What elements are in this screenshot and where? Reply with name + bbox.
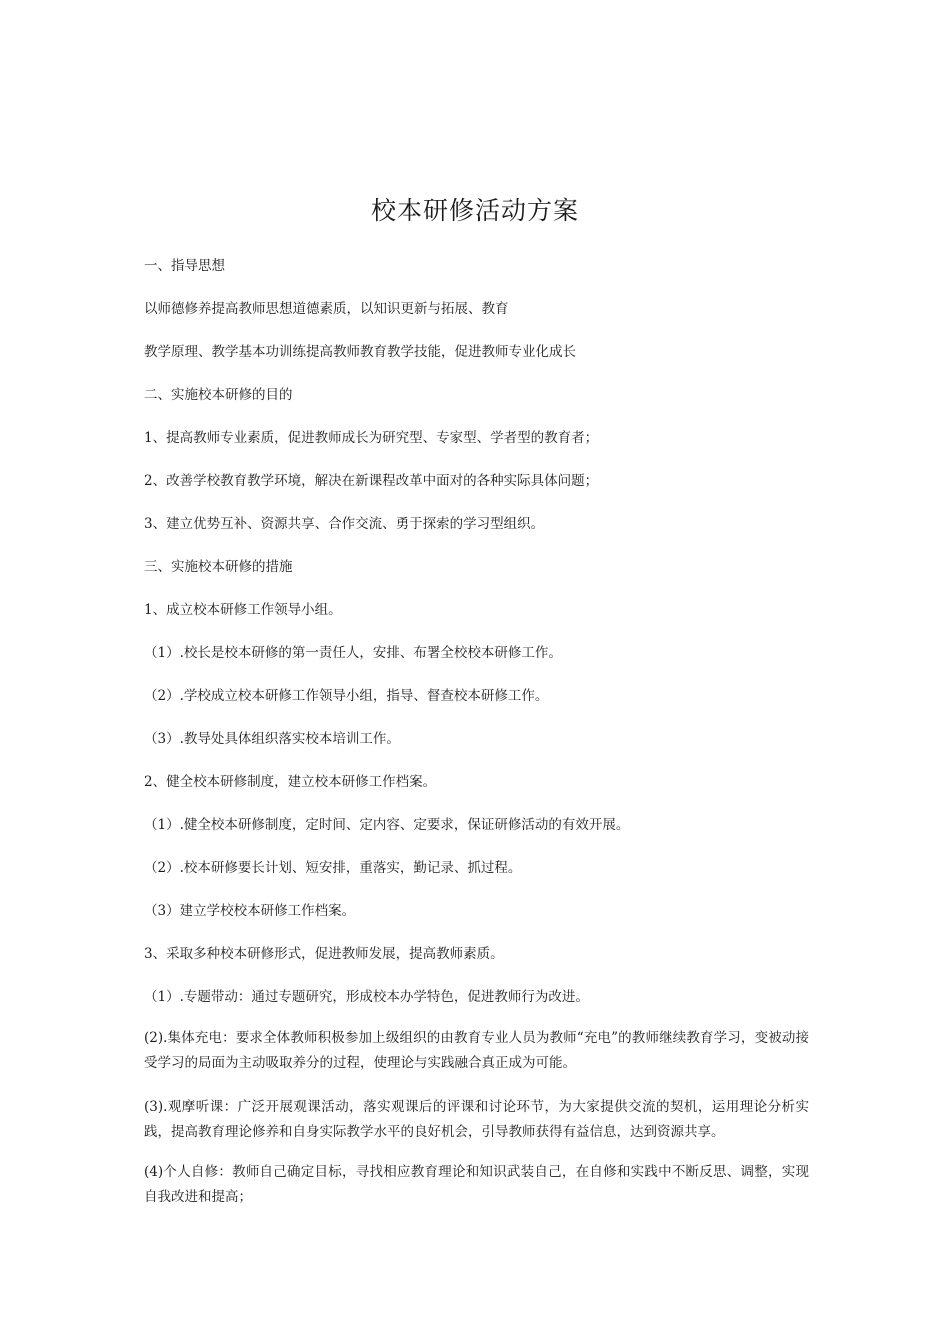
measure-subitem-2-2: （2）.校本研修要长计划、短安排，重落实，勤记录、抓过程。 <box>144 860 522 876</box>
measure-item-2: 2、健全校本研修制度，建立校本研修工作档案。 <box>144 774 437 790</box>
measure-subitem-1-1: （1）.校长是校本研修的第一责任人，安排、布署全校校本研修工作。 <box>144 645 562 661</box>
paragraph-guiding-line-1: 以师德修养提高教师思想道德素质，以知识更新与拓展、教育 <box>144 301 509 317</box>
measure-subitem-2-1: （1）.健全校本研修制度，定时间、定内容、定要求，保证研修活动的有效开展。 <box>144 817 630 833</box>
purpose-item-2: 2、改善学校教育教学环境，解决在新课程改革中面对的各种实际具体问题； <box>144 473 599 489</box>
measure-subitem-1-3: （3）.教导处具体组织落实校本培训工作。 <box>144 731 400 747</box>
document-title: 校本研修活动方案 <box>370 196 579 225</box>
purpose-item-1: 1、提高教师专业素质，促进教师成长为研究型、专家型、学者型的教育者； <box>144 430 599 446</box>
measure-item-1: 1、成立校本研修工作领导小组。 <box>144 602 342 618</box>
measure-subitem-3-1: （1）.专题带动：通过专题研究，形成校本办学特色，促进教师行为改进。 <box>144 989 589 1005</box>
section-heading-measures: 三、实施校本研修的措施 <box>144 559 293 575</box>
measure-subitem-3-4: (4)个人自修：教师自己确定目标，寻找相应教育理论和知识武装自己，在自修和实践中不断反思、调整，实现自我改进和提高； <box>144 1164 809 1205</box>
measure-subitem-3-2: (2).集体充电：要求全体教师积极参加上级组织的由教育专业人员为教师“充电”的教师继续教育学习，变被动接受学习的局面为主动吸取养分的过程，使理论与实践融合真正成为可能。 <box>144 1030 809 1071</box>
paragraph-guiding-line-2: 教学原理、教学基本功训练提高教师教育教学技能，促进教师专业化成长 <box>144 344 576 360</box>
section-heading-purpose: 二、实施校本研修的目的 <box>144 387 293 403</box>
measure-subitem-1-2: （2）.学校成立校本研修工作领导小组，指导、督查校本研修工作。 <box>144 688 549 704</box>
purpose-item-3: 3、建立优势互补、资源共享、合作交流、勇于探索的学习型组织。 <box>144 516 545 532</box>
section-heading-guiding-thought: 一、指导思想 <box>144 258 225 274</box>
measure-item-3: 3、采取多种校本研修形式，促进教师发展，提高教师素质。 <box>144 946 504 962</box>
measure-subitem-3-3: (3).观摩听课：广泛开展观课活动，落实观课后的评课和讨论环节，为大家提供交流的契机，运用理论分析实践，提高教育理论修养和自身实际教学水平的良好机会，引导教师获得有益信息，达到资源共享。 <box>144 1099 809 1140</box>
measure-subitem-2-3: （3）建立学校校本研修工作档案。 <box>144 903 356 919</box>
